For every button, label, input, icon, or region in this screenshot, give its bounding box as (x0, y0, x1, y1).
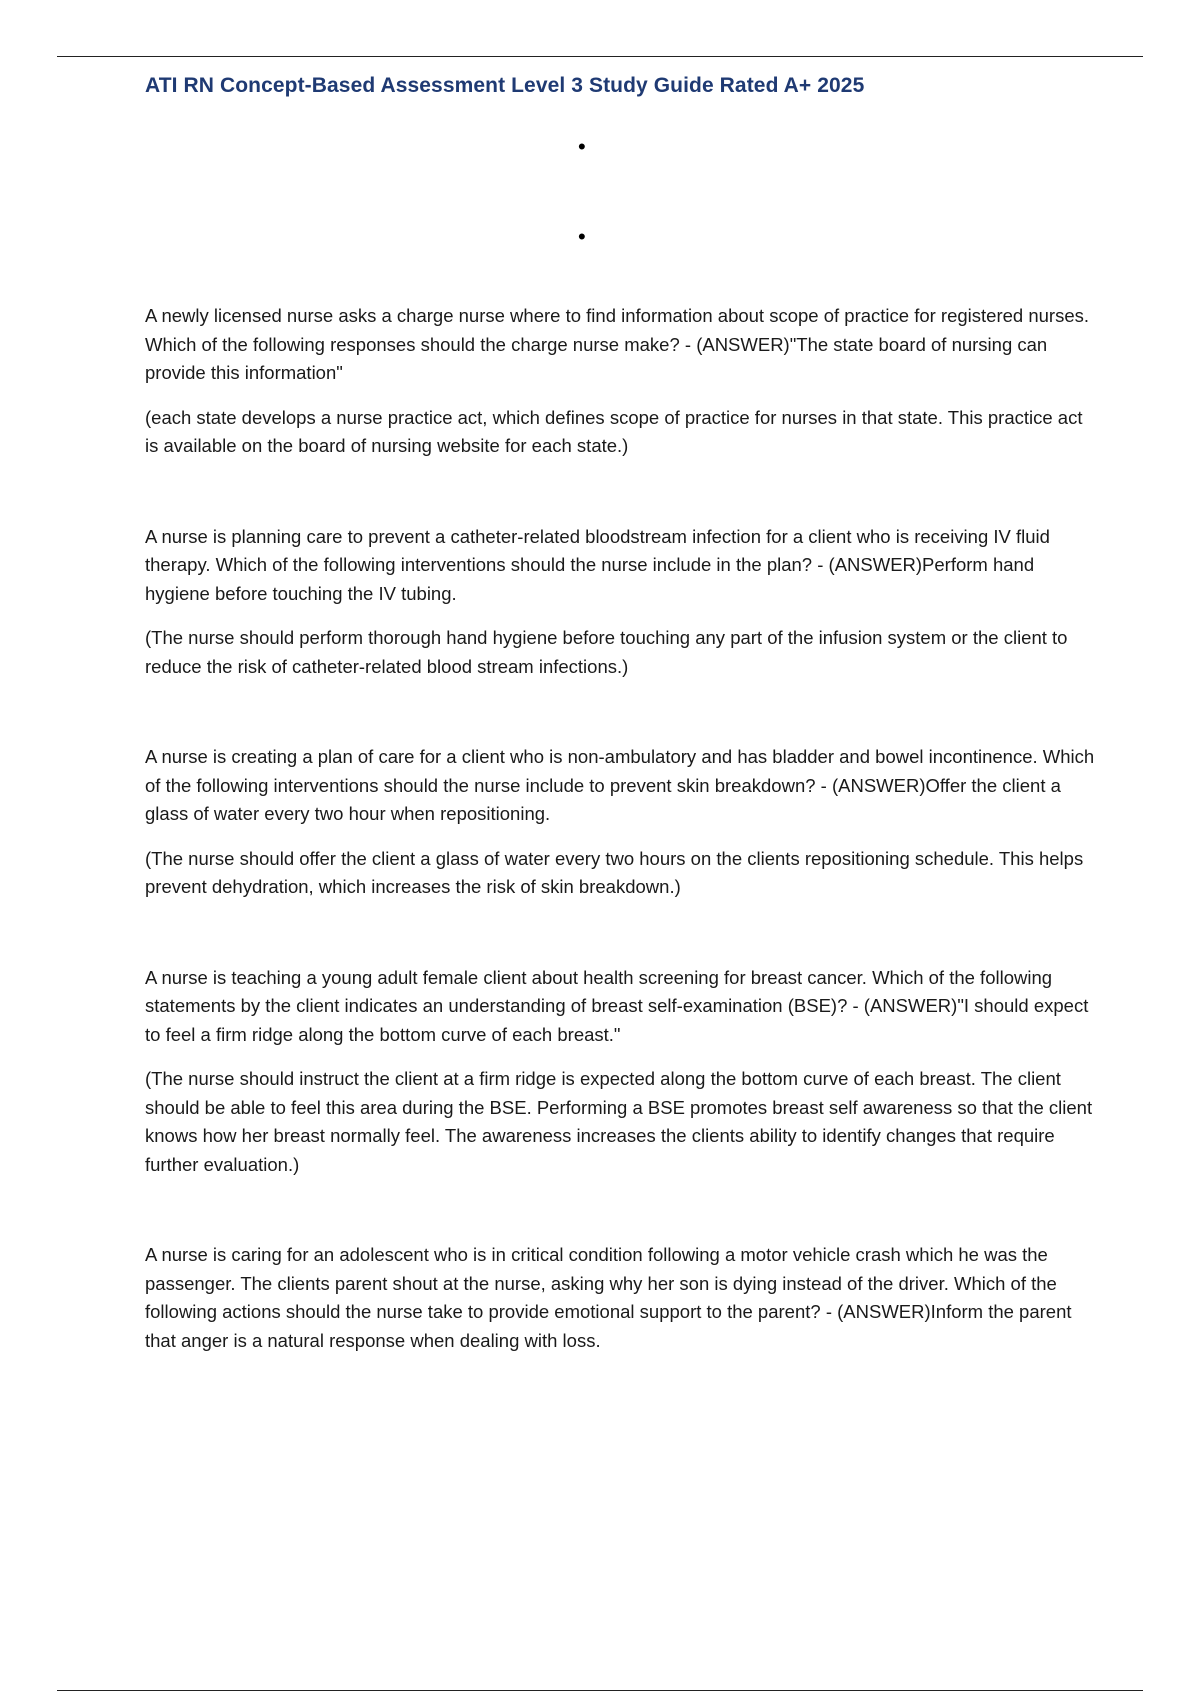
question-text: A nurse is teaching a young adult female client about health screening for breast cancer. Which of the following statements by the client indicates an understanding of breast self-examination (BSE)? - (ANSWER)"I should expect to feel a firm ridge along the bottom curve of each breast." (145, 966, 1089, 1045)
question-text: A nurse is caring for an adolescent who is in critical condition following a motor vehicle crash which he was the passenger. The clients parent shout at the nurse, asking why her son is dying instead of the driver. Which of the following actions should the nurse take to provide emotional support to the parent? - (ANSWER)Inform the parent that anger is a natural response when dealing with loss. (145, 1244, 1072, 1351)
question-text: A nurse is planning care to prevent a catheter-related bloodstream infection for a client who is receiving IV fluid therapy. Which of the following interventions should the nurse include in the plan? - (ANSWER)Perform hand hygiene before touching the IV tubing. (145, 525, 1050, 604)
bullet-mark: • (578, 224, 586, 249)
qa-item (145, 523, 1095, 682)
qa-item (145, 743, 1095, 902)
rationale-text: (each state develops a nurse practice act, which defines scope of practice for nurses in that state. This practice act is available on the board of nursing website for each state.) (145, 406, 1083, 456)
top-rule (57, 56, 1143, 57)
rationale-text: (The nurse should perform thorough hand hygiene before touching any part of the infusion system or the client to reduce the risk of catheter-related blood stream infections.) (145, 627, 1068, 677)
bottom-rule (57, 1690, 1143, 1691)
rationale-text: (The nurse should offer the client a glass of water every two hours on the clients repositioning schedule. This helps prevent dehydration, which increases the risk of skin breakdown.) (145, 847, 1084, 897)
qa-item (145, 302, 1095, 461)
question-text: A newly licensed nurse asks a charge nurse where to find information about scope of practice for registered nurses. Which of the following responses should the charge nurse make? - (ANSWER)"The state board of nursing can provide this information" (145, 305, 1090, 383)
qa-item (145, 964, 1095, 1180)
document-title: ATI RN Concept-Based Assessment Level 3 Study Guide Rated A+ 2025 (145, 74, 865, 97)
question-text: A nurse is creating a plan of care for a client who is non-ambulatory and has bladder and bowel incontinence. Which of the following interventions should the nurse include to prevent skin breakdown? - (ANSWER)Offer the client a glass of water every two hour when repositioning. (145, 746, 1095, 824)
qa-list (145, 302, 1095, 1417)
rationale-text: (The nurse should instruct the client at a firm ridge is expected along the bottom curve of each breast. The client should be able to feel this area during the BSE. Performing a BSE promotes breast self awareness so that the client knows how her breast normally feel. The awareness increases the clients ability to identify changes that require further evaluation.) (145, 1068, 1093, 1175)
qa-item (145, 1241, 1095, 1355)
bullet-mark: • (578, 134, 586, 159)
